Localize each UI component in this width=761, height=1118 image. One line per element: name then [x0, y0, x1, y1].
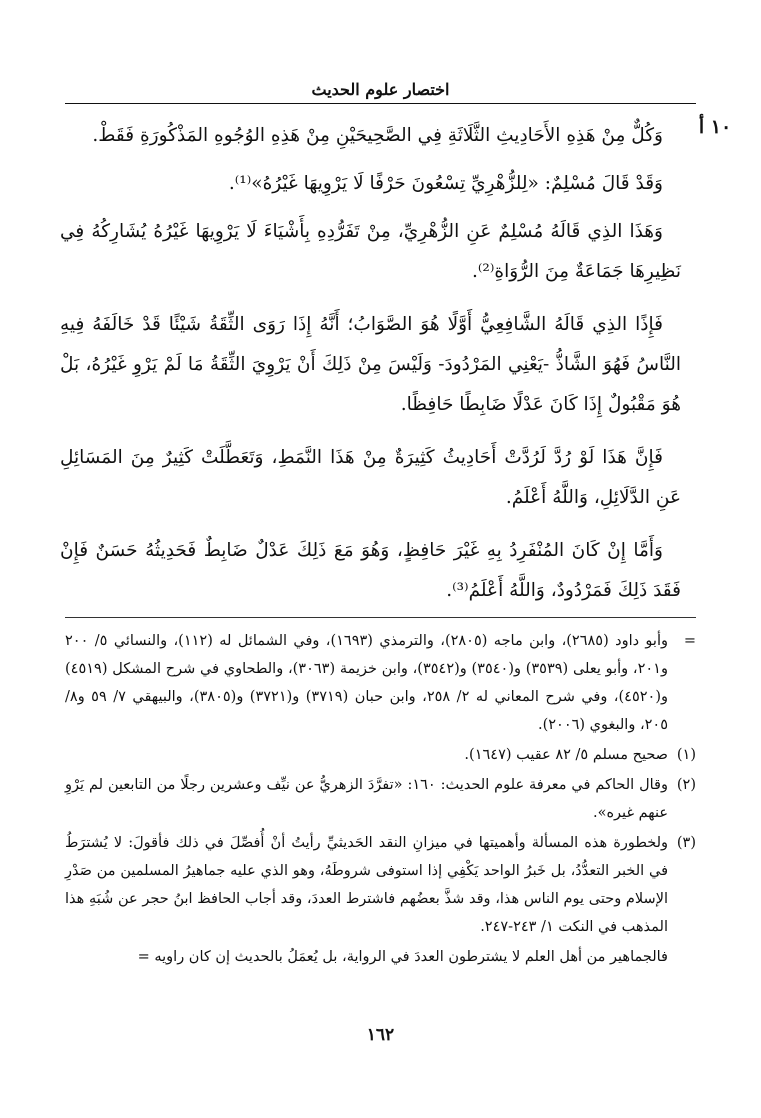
footnote-number: (١) — [676, 747, 696, 763]
footnote-number — [668, 943, 696, 971]
footnote-text: ولخطورة هذه المسألة وأهميتها في ميزانِ النقد الحَديثيِّ رأيتُ أنْ أُفصِّلَ في ذلك فأقولَ: لا يُشترَطُ في الخبر التعدُّدُ، بل خَبرُ الواحد يَكْفِي إذا استوفى شروطَهُ، وهو الذي عليه جماهيرُ المسلمين من صَدْرِ الإسلام وحتى يوم الناس هذا، وقد شذَّ بعضُهم فاشترط العددَ، وقد أجاب الحافظ ابنُ حجر عن شُبَهِ هذا المذهب في النكت ١/ ٢٤٣-٢٤٧. — [65, 835, 668, 935]
paragraph: وَهَذَا الذِي قَالَهُ مُسْلِمٌ عَنِ الزُّهْرِيِّ، مِنْ تَفَرُّدِهِ بِأَشْيَاءَ لَا يَرْوِيهَا غَيْرُهُ يُشَارِكُهُ فِي نَظِيرِهَا جَمَاعَةٌ مِنَ الرُّوَاةِ⁽²⁾. — [60, 221, 681, 282]
footnote — [65, 627, 696, 739]
paragraph: وَكُلٌّ مِنْ هَذِهِ الأَحَادِيثِ الثَّلَاثَةِ فِي الصَّحِيحَيْنِ مِنْ هَذِهِ الوُجُوهِ المَذْكُورَةِ فَقَطْ. — [92, 125, 663, 146]
main-text — [60, 116, 681, 624]
footnote — [65, 741, 696, 769]
footnote-text: فالجماهير من أهل العلم لا يشترطون العددَ في الرواية، بل يُعمَلُ بالحديث إن كان راويه = — [137, 949, 668, 965]
paragraph: وَأَمَّا إِنْ كَانَ المُنْفَرِدُ بِهِ غَيْرَ حَافِظٍ، وَهُوَ مَعَ ذَلِكَ عَدْلٌ ضَابِطٌ فَحَدِيثُهُ حَسَنٌ فَإِنْ فَقَدَ ذَلِكَ فَمَرْدُودٌ، وَاللَّهُ أَعْلَمُ⁽³⁾. — [60, 540, 681, 601]
running-header: اختصار علوم الحديث — [311, 80, 450, 99]
paragraph: وَقَدْ قَالَ مُسْلِمٌ: «لِلزُّهْرِيِّ تِسْعُونَ حَرْفًا لَا يَرْوِيهَا غَيْرُهُ»⁽¹⁾. — [228, 173, 663, 194]
footnote-number: = — [683, 633, 696, 649]
footnote-number: (٢) — [676, 777, 696, 793]
manuscript-folio-marker: ١٠ أ — [698, 116, 732, 138]
footnote-divider — [65, 617, 696, 618]
header-divider — [65, 103, 696, 104]
footnote-number: (٣) — [676, 835, 696, 851]
paragraph: فَإِنَّ هَذَا لَوْ رُدَّ لَرُدَّتْ أَحَادِيثُ كَثِيرَةٌ مِنْ هَذَا النَّمَطِ، وَتَعَطَّلَتْ كَثِيرٌ مِنَ المَسَائِلِ عَنِ الدَّلَائِلِ، وَاللَّهُ أَعْلَمُ. — [60, 447, 681, 508]
page-number: ١٦٢ — [366, 1025, 395, 1045]
paragraph: فَإِذًا الذِي قَالَهُ الشَّافِعِيُّ أَوَّلًا هُوَ الصَّوَابُ؛ أَنَّهُ إِذَا رَوَى الثِّقَةُ شَيْئًا قَدْ خَالَفَهُ فِيهِ النَّاسُ فَهُوَ الشَّاذُّ -يَعْنِي المَرْدُودَ- وَلَيْسَ مِنْ ذَلِكَ أَنْ يَرْوِيَ الثِّقَةُ مَا لَمْ يَرْوِ غَيْرُهُ، بَلْ هُوَ مَقْبُولٌ إِذَا كَانَ عَدْلًا ضَابِطًا حَافِظًا. — [60, 314, 681, 415]
footnotes — [65, 627, 696, 973]
footnote — [65, 829, 696, 941]
footnote-continuation — [65, 943, 696, 971]
footnote — [65, 771, 696, 827]
footnote-text: وأبو داود (٢٦٨٥)، وابن ماجه (٢٨٠٥)، والترمذي (١٦٩٣)، وفي الشمائل له (١١٢)، والنسائي ٥/ ٢٠٠ و٢٠١، وأبو يعلى (٣٥٣٩) و(٣٥٤٠) و(٣٥٤٢)، وابن خزيمة (٣٠٦٣)، والطحاوي في شرح المشكل (٤٥١٩) و(٤٥٢٠)، وفي شرح المعاني له ٢/ ٢٥٨، وابن حبان (٣٧١٩) و(٣٧٢١) و(٣٨٠٥)، والبيهقي ٧/ ٥٩ و٨/ ٢٠٥، والبغوي (٢٠٠٦). — [65, 633, 668, 733]
footnote-text: صحيح مسلم ٥/ ٨٢ عقيب (١٦٤٧). — [464, 747, 668, 763]
footnote-text: وقال الحاكم في معرفة علوم الحديث: ١٦٠: «تفرَّدَ الزهريُّ عن نيِّف وعشرين رجلًا من التابعين لم يَرْوِ عنهم غيره». — [65, 777, 668, 821]
